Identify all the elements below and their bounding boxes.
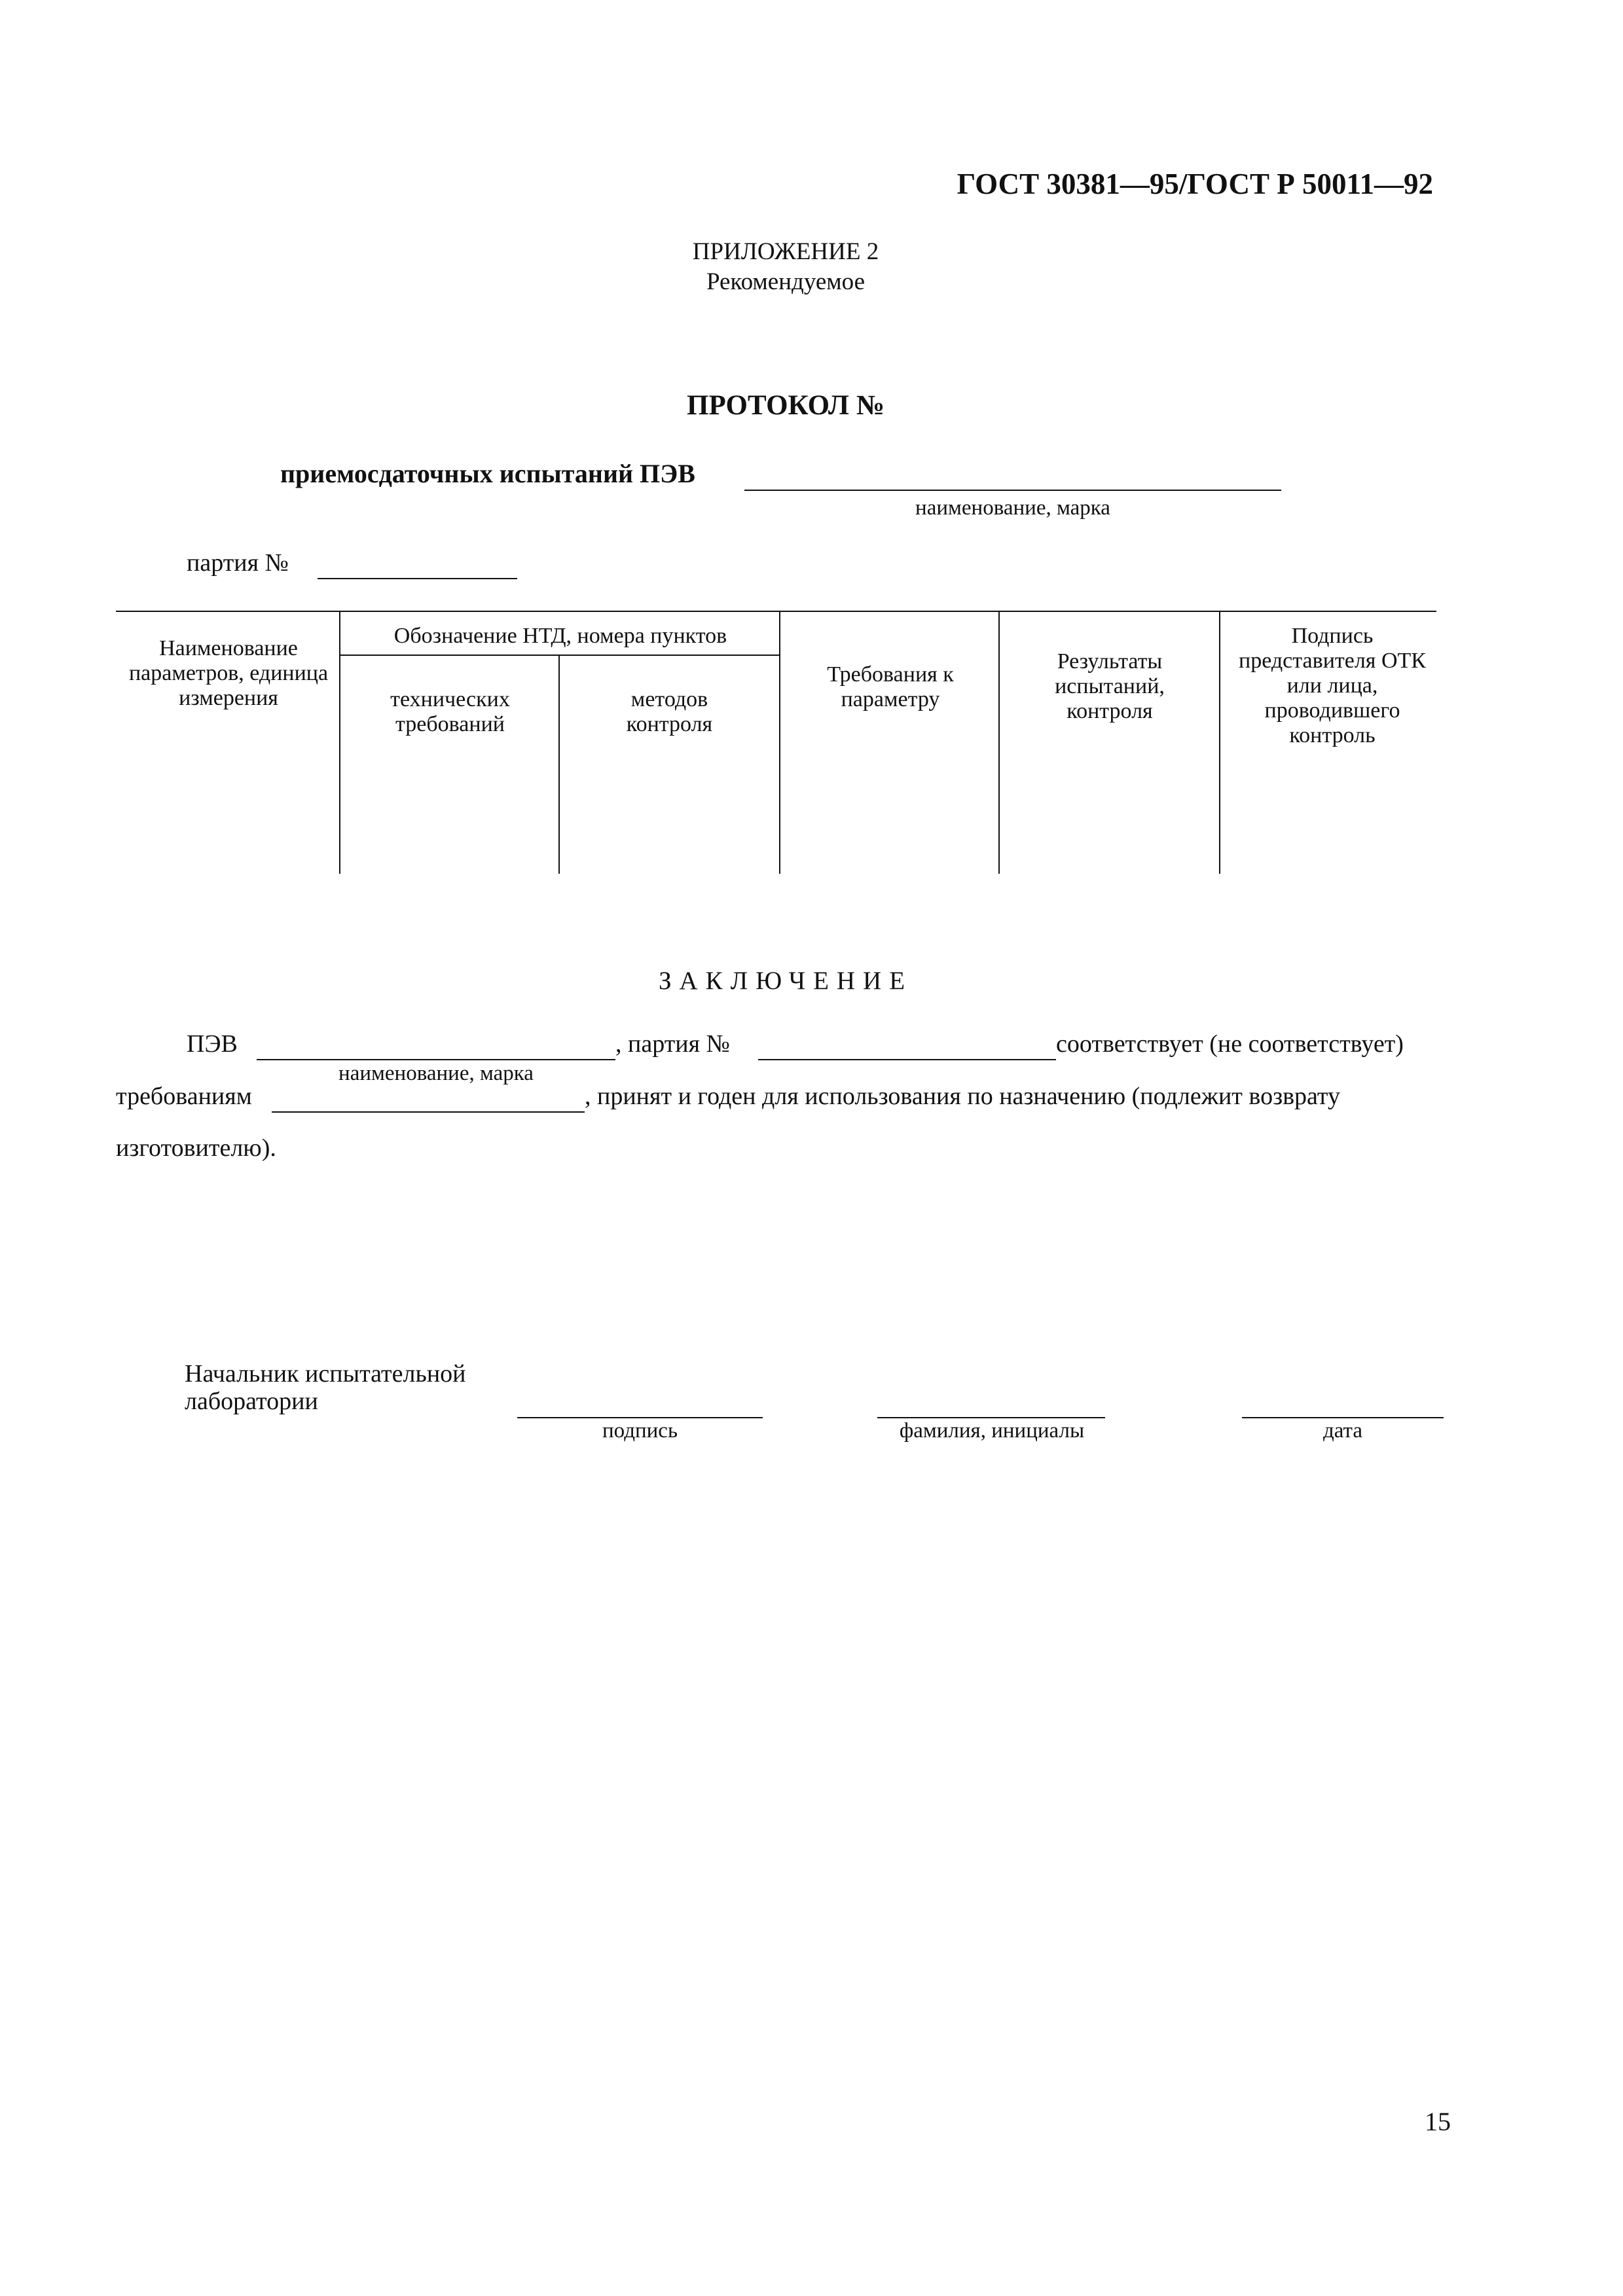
conclusion-ending: изготовителю). — [116, 1134, 276, 1162]
conclusion-complies: соответствует (не соответствует) — [1056, 1030, 1404, 1058]
protocol-subject-field[interactable] — [744, 457, 1281, 491]
signoff-role: Начальник испытательной лаборатории — [185, 1360, 466, 1415]
conclusion-title: ЗАКЛЮЧЕНИЕ — [658, 967, 913, 995]
conclusion-name-field[interactable] — [257, 1028, 615, 1060]
appendix-label: ПРИЛОЖЕНИЕ 2 — [692, 238, 879, 265]
signature-field[interactable] — [517, 1381, 763, 1418]
name-field[interactable] — [877, 1381, 1105, 1418]
header-signature: Подпись представителя ОТК или лица, проводившего контроль — [1239, 624, 1426, 747]
table-subheader-border — [339, 655, 779, 656]
document-code: ГОСТ 30381—95/ГОСТ Р 50011—92 — [957, 168, 1433, 200]
header-results: Результаты испытаний, контроля — [1055, 649, 1165, 723]
appendix-status: Рекомендуемое — [706, 268, 866, 295]
signature-hint: подпись — [602, 1419, 678, 1443]
table-divider — [998, 612, 1000, 874]
conclusion-name-hint: наименование, марка — [338, 1062, 534, 1085]
header-requirements: Требования к параметру — [827, 662, 954, 711]
header-ntd-methods: методов контроля — [626, 687, 713, 736]
table-divider — [1219, 612, 1220, 874]
appendix-block — [0, 237, 1571, 297]
conclusion-accepted: , принят и годен для использования по назначению (подлежит возврату — [585, 1083, 1341, 1110]
batch-number-field[interactable] — [318, 548, 517, 579]
header-ntd-tech: технических требований — [390, 687, 510, 736]
protocol-subject-label: приемосдаточных испытаний ПЭВ — [280, 459, 695, 488]
header-ntd-group: Обозначение НТД, номера пунктов — [393, 624, 727, 648]
table-divider — [558, 655, 560, 874]
conclusion-requirements-field[interactable] — [272, 1080, 585, 1113]
table-top-border — [116, 611, 1436, 612]
table-divider — [339, 612, 340, 874]
protocol-title: ПРОТОКОЛ № — [687, 390, 884, 421]
conclusion-requirements-label: требованиям — [116, 1083, 252, 1110]
batch-label: партия № — [187, 549, 289, 577]
name-hint: фамилия, инициалы — [899, 1419, 1085, 1443]
conclusion-batch-field[interactable] — [758, 1028, 1056, 1060]
conclusion-batch-label: , партия № — [615, 1030, 730, 1058]
date-hint: дата — [1322, 1419, 1363, 1443]
table-divider — [779, 612, 780, 874]
protocol-subject-hint: наименование, марка — [915, 496, 1110, 520]
date-field[interactable] — [1242, 1381, 1444, 1418]
header-param: Наименование параметров, единица измерения — [128, 636, 329, 710]
conclusion-pev-label: ПЭВ — [187, 1030, 238, 1058]
page-number: 15 — [1425, 2107, 1451, 2136]
